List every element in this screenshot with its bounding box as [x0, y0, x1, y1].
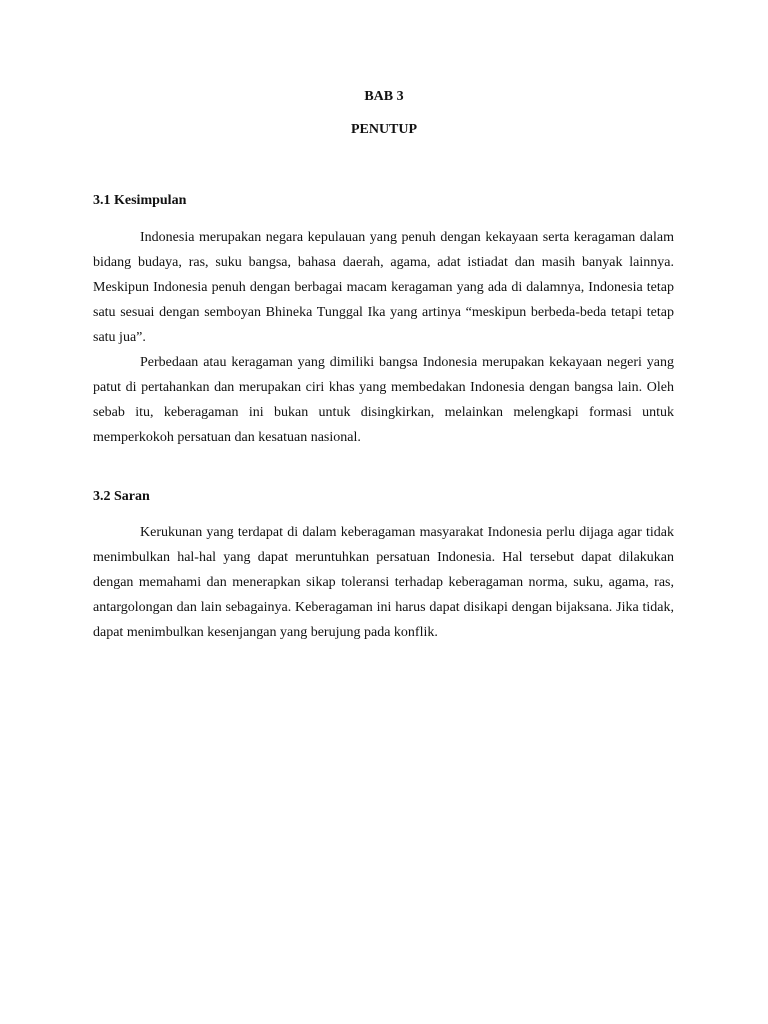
section-heading-kesimpulan: 3.1 Kesimpulan [93, 193, 187, 208]
section-heading-saran: 3.2 Saran [93, 489, 150, 504]
section-body-saran [93, 520, 674, 645]
paragraph: Kerukunan yang terdapat di dalam keberagaman masyarakat Indonesia perlu dijaga agar tidak menimbulkan hal-hal yang dapat meruntuhkan persatuan Indonesia. Hal tersebut dapat dilakukan dengan memahami dan menerapkan sikap toleransi terhadap keberagaman norma, suku, agama, ras, antargolongan dan lain sebagainya. Keberagaman ini harus dapat disikapi dengan bijaksana. Jika tidak, dapat menimbulkan kesenjangan yang berujung pada konflik. [93, 525, 674, 640]
paragraph: Indonesia merupakan negara kepulauan yang penuh dengan kekayaan serta keragaman dalam bidang budaya, ras, suku bangsa, bahasa daerah, agama, adat istiadat dan masih banyak lainnya. Meskipun Indonesia penuh dengan berbagai macam keragaman yang ada di dalamnya, Indonesia tetap satu sesuai dengan semboyan Bhineka Tunggal Ika yang artinya “meskipun berbeda-beda tetapi tetap satu jua”. [93, 230, 674, 345]
chapter-number: BAB 3 [364, 89, 404, 104]
section-body-kesimpulan [93, 225, 674, 450]
paragraph: Perbedaan atau keragaman yang dimiliki bangsa Indonesia merupakan kekayaan negeri yang patut di pertahankan dan merupakan ciri khas yang membedakan Indonesia dengan bangsa lain. Oleh sebab itu, keberagaman ini bukan untuk disingkirkan, melainkan melengkapi formasi untuk memperkokoh persatuan dan kesatuan nasional. [93, 355, 674, 445]
chapter-title: PENUTUP [350, 122, 418, 137]
